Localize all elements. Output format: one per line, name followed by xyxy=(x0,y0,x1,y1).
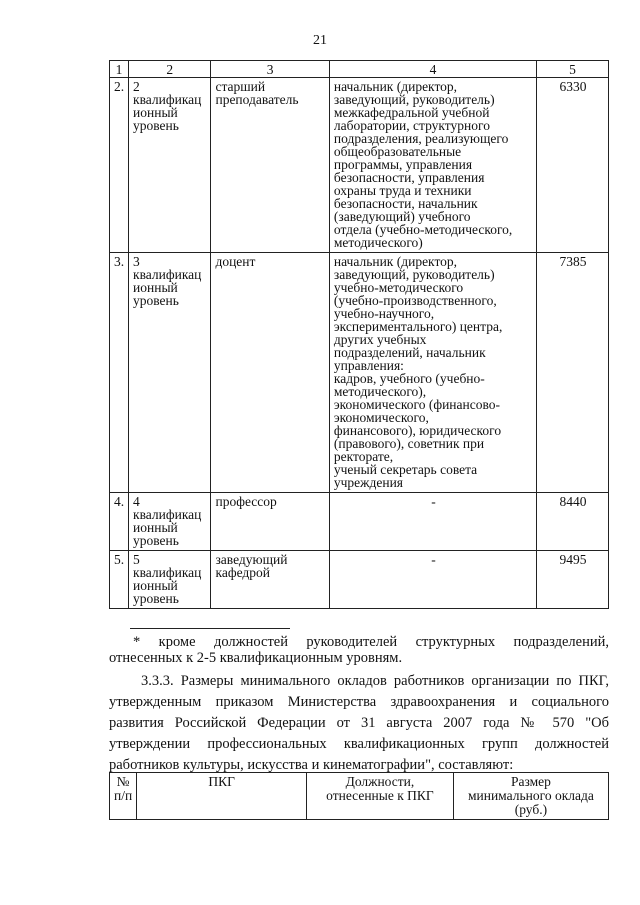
position-description-line: межкафедральной учебной xyxy=(333,105,490,120)
qualification-level-line: ионный xyxy=(133,105,178,120)
header-cell xyxy=(110,773,137,820)
position-description-line: (учебно-производственного, xyxy=(333,293,497,308)
qualification-level-line: 5 xyxy=(133,552,140,567)
table-header-row xyxy=(110,61,609,78)
salary-value-line: 9495 xyxy=(559,552,587,567)
header-cell-line: отнесенные к ПКГ xyxy=(326,788,434,803)
table-header-row xyxy=(110,773,609,820)
position-description-line: ректорате, xyxy=(333,449,394,464)
position-description-line: лаборатории, структурного xyxy=(333,118,490,133)
position-description xyxy=(329,493,536,551)
header-cell xyxy=(307,773,454,820)
qualification-level-line: квалификац xyxy=(133,507,202,522)
position-title-line: доцент xyxy=(215,254,256,269)
header-cell-line: ПКГ xyxy=(208,774,235,789)
qualification-level-line: ионный xyxy=(133,520,178,535)
header-cell: 5 xyxy=(537,61,609,78)
position-description-line: - xyxy=(431,552,436,567)
position-description-line: учебно-научного, xyxy=(333,306,435,321)
header-cell: 2 xyxy=(129,61,211,78)
position-title xyxy=(211,78,329,253)
pkg-table xyxy=(109,772,609,820)
position-description-line: охраны труда и техники xyxy=(333,183,472,198)
position-description-line: учреждения xyxy=(333,475,404,490)
salary-value-line: 8440 xyxy=(559,494,587,509)
row-number-line: 3. xyxy=(114,254,125,269)
header-cell-line: п/п xyxy=(114,788,133,803)
position-description-line: безопасности, начальник xyxy=(333,196,478,211)
position-title-line: кафедрой xyxy=(215,565,270,580)
position-description-line: отдела (учебно-методического, xyxy=(333,222,513,237)
position-title xyxy=(211,551,329,609)
header-cell-line: Должности, xyxy=(345,774,415,789)
qualification-level-line: уровень xyxy=(133,118,179,133)
qualification-level xyxy=(129,551,211,609)
position-description-line: методического) xyxy=(333,235,423,250)
qualification-level-line: ионный xyxy=(133,578,178,593)
position-description-line: подразделений, начальник xyxy=(333,345,486,360)
qualification-level xyxy=(129,493,211,551)
qualification-level-line: квалификац xyxy=(133,92,202,107)
qualification-level xyxy=(129,78,211,253)
salary-value xyxy=(537,493,609,551)
row-number xyxy=(110,78,129,253)
position-description-line: программы, управления xyxy=(333,157,473,172)
position-description-line: начальник (директор, xyxy=(333,79,458,94)
header-cell-line: минимального оклада xyxy=(467,788,594,803)
salary-value xyxy=(537,253,609,493)
salary-value-line: 6330 xyxy=(559,79,587,94)
position-description-line: - xyxy=(431,494,436,509)
position-description-line: заведующий, руководитель) xyxy=(333,267,495,282)
position-description-line: (заведующий) учебного xyxy=(333,209,471,224)
qualification-level-line: 3 xyxy=(133,254,140,269)
qualification-level-line: уровень xyxy=(133,293,179,308)
position-description xyxy=(329,253,536,493)
row-number xyxy=(110,493,129,551)
row-number-line: 2. xyxy=(114,79,125,94)
qualification-level-line: уровень xyxy=(133,533,179,548)
table-row xyxy=(110,493,609,551)
salary-table xyxy=(109,60,609,609)
position-description-line: безопасности, управления xyxy=(333,170,485,185)
position-description-line: учебно-методического xyxy=(333,280,464,295)
position-description-line: общеобразовательные xyxy=(333,144,462,159)
position-title-line: старший xyxy=(215,79,266,94)
qualification-level-line: 4 xyxy=(133,494,140,509)
position-description-line: других учебных xyxy=(333,332,427,347)
position-description-line: экономического, xyxy=(333,410,429,425)
qualification-level-line: квалификац xyxy=(133,267,202,282)
header-cell-line: (руб.) xyxy=(514,802,548,817)
position-description-line: экспериментального) центра, xyxy=(333,319,503,334)
position-description-line: финансового), юридического xyxy=(333,423,502,438)
position-title xyxy=(211,493,329,551)
header-cell: 4 xyxy=(329,61,536,78)
row-number-line: 4. xyxy=(114,494,125,509)
position-description-line: начальник (директор, xyxy=(333,254,458,269)
header-cell-line: Размер xyxy=(510,774,551,789)
qualification-level-line: квалификац xyxy=(133,565,202,580)
position-description xyxy=(329,551,536,609)
header-cell: 3 xyxy=(211,61,329,78)
salary-value xyxy=(537,78,609,253)
header-cell xyxy=(137,773,307,820)
row-number-line: 5. xyxy=(114,552,125,567)
header-cell xyxy=(453,773,608,820)
position-title xyxy=(211,253,329,493)
position-description-line: управления: xyxy=(333,358,404,373)
header-cell-line: № xyxy=(116,774,130,789)
table-row xyxy=(110,78,609,253)
page-number: 21 xyxy=(313,33,327,48)
position-title-line: преподаватель xyxy=(215,92,299,107)
position-description-line: методического), xyxy=(333,384,427,399)
footnote-separator xyxy=(130,628,290,629)
salary-value-line: 7385 xyxy=(559,254,587,269)
qualification-level xyxy=(129,253,211,493)
position-description-line: кадров, учебного (учебно- xyxy=(333,371,485,386)
position-description-line: ученый секретарь совета xyxy=(333,462,478,477)
header-cell: 1 xyxy=(110,61,129,78)
position-description xyxy=(329,78,536,253)
position-description-line: заведующий, руководитель) xyxy=(333,92,495,107)
table-row xyxy=(110,253,609,493)
row-number xyxy=(110,253,129,493)
position-description-line: подразделения, реализующего xyxy=(333,131,509,146)
salary-value xyxy=(537,551,609,609)
position-description-line: (правового), советник при xyxy=(333,436,485,451)
row-number xyxy=(110,551,129,609)
qualification-level-line: уровень xyxy=(133,591,179,606)
position-title-line: заведующий xyxy=(215,552,288,567)
qualification-level-line: ионный xyxy=(133,280,178,295)
body-paragraph: 3.3.3. Размеры минимального окладов работников организации по ПКГ, утвержденным приказом Министерства здравоохранения и социального развития Российской Федерации от 31 августа 2007 года № 570 "Об утверждении профессиональных квалификационных групп должностей работников культуры, искусства и кинематографии", составляют: xyxy=(109,673,609,773)
qualification-level-line: 2 xyxy=(133,79,140,94)
footnote: * кроме должностей руководителей структурных подразделений, отнесенных к 2-5 квалификационным уровням. xyxy=(109,634,609,666)
table-row xyxy=(110,551,609,609)
position-title-line: профессор xyxy=(215,494,277,509)
position-description-line: экономического (финансово- xyxy=(333,397,501,412)
